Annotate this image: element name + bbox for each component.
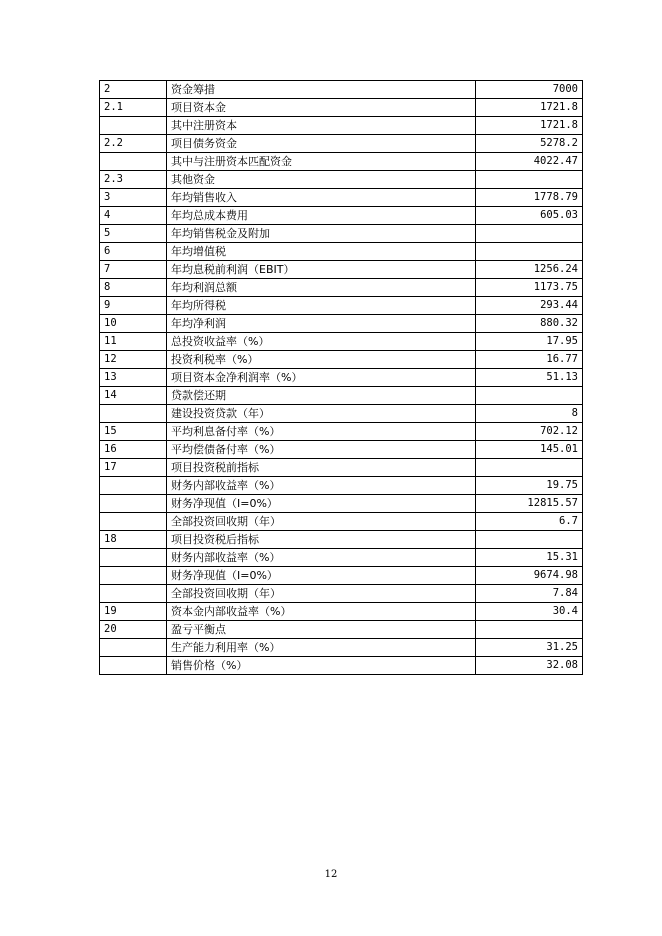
table-row (100, 567, 583, 585)
indicator-value-cell (476, 459, 583, 477)
indicator-name-cell: 财务内部收益率（%） (167, 477, 476, 495)
row-number-cell (100, 567, 167, 585)
indicator-value-cell: 7.84 (476, 585, 583, 603)
indicator-value-cell (476, 531, 583, 549)
row-number-cell (100, 585, 167, 603)
row-number-cell: 6 (100, 243, 167, 261)
table-row (100, 621, 583, 639)
row-number-cell: 5 (100, 225, 167, 243)
indicator-value-cell: 1778.79 (476, 189, 583, 207)
indicator-value-cell: 6.7 (476, 513, 583, 531)
row-number-cell: 15 (100, 423, 167, 441)
row-number-cell: 14 (100, 387, 167, 405)
indicator-value-cell (476, 171, 583, 189)
indicator-value-cell: 7000 (476, 81, 583, 99)
indicator-value-cell: 12815.57 (476, 495, 583, 513)
table-row (100, 495, 583, 513)
indicator-value-cell: 5278.2 (476, 135, 583, 153)
indicator-value-cell (476, 225, 583, 243)
indicator-name-cell: 年均销售收入 (167, 189, 476, 207)
row-number-cell: 2.1 (100, 99, 167, 117)
indicator-name-cell: 全部投资回收期（年） (167, 513, 476, 531)
row-number-cell: 12 (100, 351, 167, 369)
indicator-name-cell: 全部投资回收期（年） (167, 585, 476, 603)
row-number-cell: 7 (100, 261, 167, 279)
row-number-cell: 16 (100, 441, 167, 459)
indicator-value-cell: 1721.8 (476, 99, 583, 117)
indicator-value-cell: 8 (476, 405, 583, 423)
indicator-name-cell: 其他资金 (167, 171, 476, 189)
row-number-cell (100, 477, 167, 495)
table-row (100, 369, 583, 387)
indicator-value-cell (476, 387, 583, 405)
indicator-name-cell: 年均增值税 (167, 243, 476, 261)
table-row (100, 225, 583, 243)
indicator-name-cell: 年均所得税 (167, 297, 476, 315)
indicator-value-cell: 1173.75 (476, 279, 583, 297)
table-row (100, 189, 583, 207)
row-number-cell: 2 (100, 81, 167, 99)
row-number-cell: 17 (100, 459, 167, 477)
row-number-cell: 8 (100, 279, 167, 297)
indicator-value-cell: 605.03 (476, 207, 583, 225)
indicator-value-cell: 15.31 (476, 549, 583, 567)
indicator-name-cell: 项目投资税后指标 (167, 531, 476, 549)
row-number-cell: 9 (100, 297, 167, 315)
row-number-cell: 4 (100, 207, 167, 225)
indicator-value-cell: 145.01 (476, 441, 583, 459)
indicator-name-cell: 项目投资税前指标 (167, 459, 476, 477)
table-row (100, 351, 583, 369)
row-number-cell: 11 (100, 333, 167, 351)
indicator-name-cell: 财务净现值（I=0%） (167, 495, 476, 513)
indicator-value-cell: 32.08 (476, 657, 583, 675)
table-row (100, 135, 583, 153)
table-row (100, 171, 583, 189)
indicator-name-cell: 建设投资贷款（年） (167, 405, 476, 423)
row-number-cell: 2.3 (100, 171, 167, 189)
indicator-name-cell: 销售价格（%） (167, 657, 476, 675)
page-number: 12 (324, 869, 338, 880)
table-row (100, 531, 583, 549)
row-number-cell: 20 (100, 621, 167, 639)
indicator-name-cell: 年均利润总额 (167, 279, 476, 297)
row-number-cell (100, 657, 167, 675)
table-row (100, 81, 583, 99)
table-row (100, 657, 583, 675)
indicator-name-cell: 资金筹措 (167, 81, 476, 99)
indicator-value-cell: 51.13 (476, 369, 583, 387)
table-row (100, 387, 583, 405)
row-number-cell: 10 (100, 315, 167, 333)
indicator-value-cell: 17.95 (476, 333, 583, 351)
table-row (100, 243, 583, 261)
indicator-name-cell: 项目资本金 (167, 99, 476, 117)
indicator-value-cell: 1256.24 (476, 261, 583, 279)
indicator-name-cell: 盈亏平衡点 (167, 621, 476, 639)
table-row (100, 117, 583, 135)
indicator-name-cell: 总投资收益率（%） (167, 333, 476, 351)
indicator-value-cell: 293.44 (476, 297, 583, 315)
row-number-cell (100, 639, 167, 657)
indicator-name-cell: 其中与注册资本匹配资金 (167, 153, 476, 171)
indicator-name-cell: 财务净现值（I=0%） (167, 567, 476, 585)
table-row (100, 513, 583, 531)
indicator-name-cell: 资本金内部收益率（%） (167, 603, 476, 621)
indicator-value-cell: 30.4 (476, 603, 583, 621)
indicator-name-cell: 平均利息备付率（%） (167, 423, 476, 441)
indicator-value-cell: 4022.47 (476, 153, 583, 171)
table-row (100, 441, 583, 459)
row-number-cell (100, 153, 167, 171)
indicator-name-cell: 年均总成本费用 (167, 207, 476, 225)
financial-indicators-table (99, 80, 583, 675)
indicator-name-cell: 平均偿债备付率（%） (167, 441, 476, 459)
row-number-cell: 3 (100, 189, 167, 207)
table-row (100, 333, 583, 351)
row-number-cell: 2.2 (100, 135, 167, 153)
table-row (100, 477, 583, 495)
table-row (100, 549, 583, 567)
indicator-value-cell: 19.75 (476, 477, 583, 495)
indicator-name-cell: 年均净利润 (167, 315, 476, 333)
table-row (100, 405, 583, 423)
indicator-name-cell: 年均销售税金及附加 (167, 225, 476, 243)
row-number-cell (100, 117, 167, 135)
indicator-name-cell: 年均息税前利润（EBIT） (167, 261, 476, 279)
table-row (100, 297, 583, 315)
row-number-cell (100, 405, 167, 423)
table-body (100, 81, 583, 675)
row-number-cell: 18 (100, 531, 167, 549)
indicator-name-cell: 财务内部收益率（%） (167, 549, 476, 567)
row-number-cell: 13 (100, 369, 167, 387)
row-number-cell: 19 (100, 603, 167, 621)
table-row (100, 585, 583, 603)
table-row (100, 603, 583, 621)
row-number-cell (100, 495, 167, 513)
indicator-value-cell: 9674.98 (476, 567, 583, 585)
table-row (100, 207, 583, 225)
table-row (100, 639, 583, 657)
indicator-value-cell: 31.25 (476, 639, 583, 657)
indicator-name-cell: 贷款偿还期 (167, 387, 476, 405)
indicator-value-cell: 1721.8 (476, 117, 583, 135)
indicator-name-cell: 项目资本金净利润率（%） (167, 369, 476, 387)
indicator-value-cell: 880.32 (476, 315, 583, 333)
row-number-cell (100, 549, 167, 567)
table-row (100, 99, 583, 117)
table-row (100, 423, 583, 441)
table-row (100, 279, 583, 297)
row-number-cell (100, 513, 167, 531)
indicator-name-cell: 投资利税率（%） (167, 351, 476, 369)
indicator-value-cell (476, 243, 583, 261)
table-row (100, 261, 583, 279)
indicator-name-cell: 其中注册资本 (167, 117, 476, 135)
indicator-name-cell: 项目债务资金 (167, 135, 476, 153)
table-row (100, 459, 583, 477)
table-row (100, 315, 583, 333)
indicator-name-cell: 生产能力利用率（%） (167, 639, 476, 657)
indicator-value-cell (476, 621, 583, 639)
table-row (100, 153, 583, 171)
indicator-value-cell: 16.77 (476, 351, 583, 369)
indicator-value-cell: 702.12 (476, 423, 583, 441)
